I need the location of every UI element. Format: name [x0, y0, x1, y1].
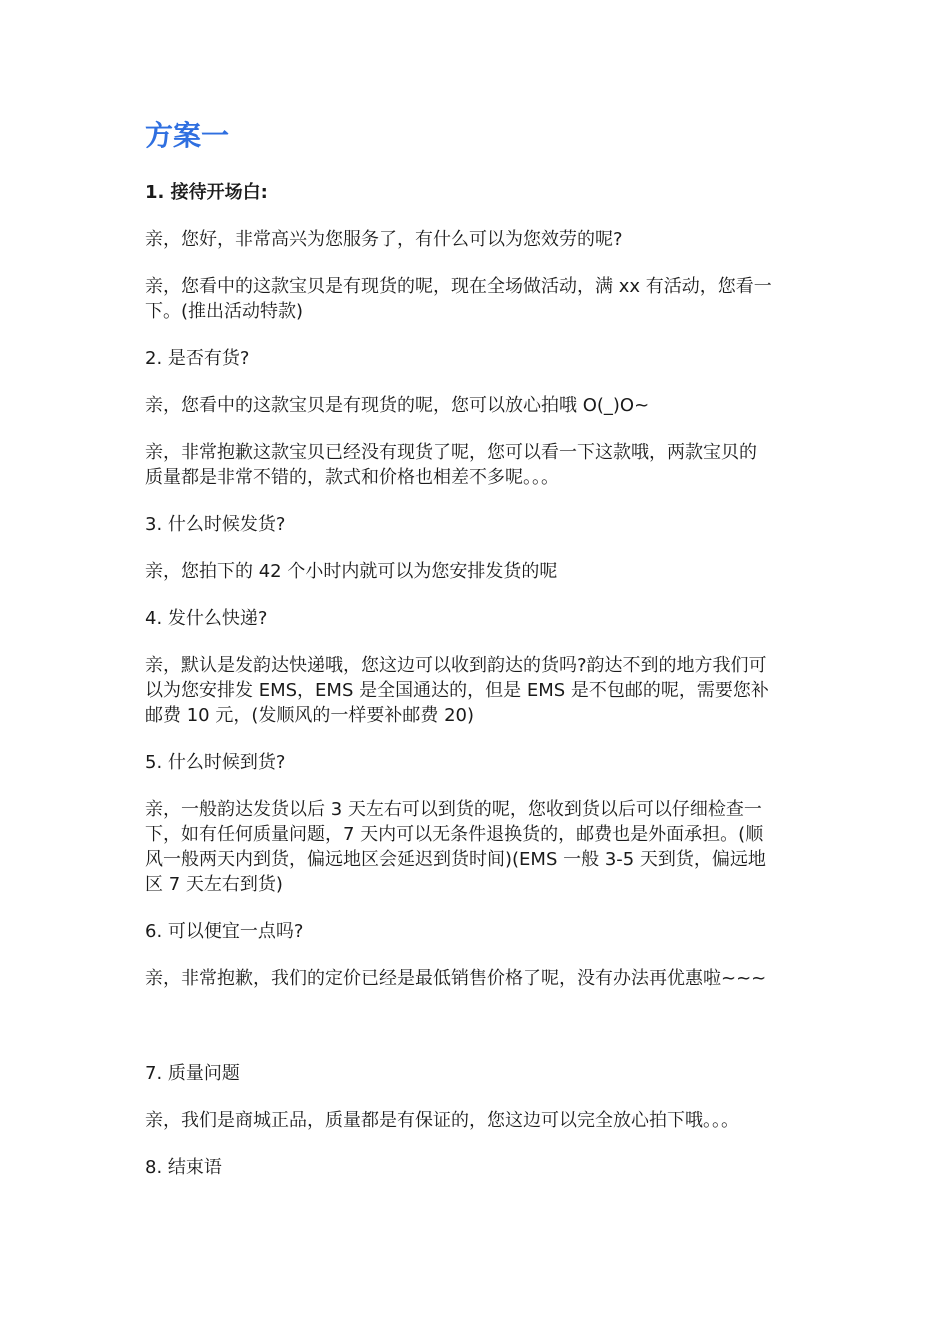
paragraph-greeting-1: [145, 227, 815, 252]
paragraph-line: 风一般两天内到货，偏远地区会延迟到货时间)(EMS 一般 3-5 天到货，偏远地: [145, 849, 766, 870]
section-heading-6: [145, 919, 815, 944]
paragraph-line: 下，如有任何质量问题，7 天内可以无条件退换货的，邮费也是外面承担。(顺: [145, 824, 764, 845]
paragraph-line: 亲，您好，非常高兴为您服务了，有什么可以为您效劳的呢?: [145, 229, 623, 250]
paragraph-line: 亲，一般韵达发货以后 3 天左右可以到货的呢，您收到货以后可以仔细检查一: [145, 799, 762, 820]
paragraph-line: 亲，非常抱歉，我们的定价已经是最低销售价格了呢，没有办法再优惠啦~~~: [145, 968, 767, 989]
paragraph-line: 下。(推出活动特款): [145, 301, 304, 322]
paragraph-line: 区 7 天左右到货): [145, 874, 283, 895]
section-heading-5: [145, 750, 815, 775]
heading-text: 2. 是否有货?: [145, 348, 250, 369]
paragraph-courier: [145, 653, 815, 728]
heading-text: 6. 可以便宜一点吗?: [145, 921, 304, 942]
heading-text: 5. 什么时候到货?: [145, 752, 286, 773]
paragraph-greeting-2: [145, 274, 815, 324]
heading-text: 1. 接待开场白:: [145, 182, 268, 203]
paragraph-line: 亲，您看中的这款宝贝是有现货的呢，您可以放心拍哦 O(_)O~: [145, 395, 650, 416]
section-heading-4: [145, 606, 815, 631]
document-title: 方案一: [145, 119, 230, 152]
section-heading-7: [145, 1061, 815, 1086]
section-heading-2: [145, 346, 815, 371]
paragraph-out-of-stock: [145, 440, 815, 490]
section-heading-3: [145, 512, 815, 537]
heading-text: 3. 什么时候发货?: [145, 514, 286, 535]
paragraph-line: 以为您安排发 EMS，EMS 是全国通达的，但是 EMS 是不包邮的呢，需要您补: [145, 680, 769, 701]
paragraph-line: 亲，非常抱歉这款宝贝已经没有现货了呢，您可以看一下这款哦，两款宝贝的: [145, 442, 757, 463]
document-page: [145, 112, 815, 1202]
heading-text: 8. 结束语: [145, 1157, 222, 1178]
heading-text: 7. 质量问题: [145, 1063, 240, 1084]
section-heading-8: [145, 1155, 815, 1180]
paragraph-discount: [145, 966, 815, 991]
paragraph-arrival: [145, 797, 815, 897]
paragraph-in-stock: [145, 393, 815, 418]
paragraph-line: 邮费 10 元，(发顺风的一样要补邮费 20): [145, 705, 475, 726]
paragraph-line: 亲，默认是发韵达快递哦，您这边可以收到韵达的货吗?韵达不到的地方我们可: [145, 655, 767, 676]
paragraph-shipping-time: [145, 559, 815, 584]
section-heading-1: [145, 180, 815, 205]
paragraph-line: 亲，您看中的这款宝贝是有现货的呢，现在全场做活动，满 xx 有活动，您看一: [145, 276, 772, 297]
paragraph-line: 质量都是非常不错的，款式和价格也相差不多呢。。。: [145, 467, 559, 488]
heading-text: 4. 发什么快递?: [145, 608, 268, 629]
paragraph-line: 亲，我们是商城正品，质量都是有保证的，您这边可以完全放心拍下哦。。。: [145, 1110, 739, 1131]
paragraph-quality: [145, 1108, 815, 1133]
paragraph-line: 亲，您拍下的 42 个小时内就可以为您安排发货的呢: [145, 561, 558, 582]
